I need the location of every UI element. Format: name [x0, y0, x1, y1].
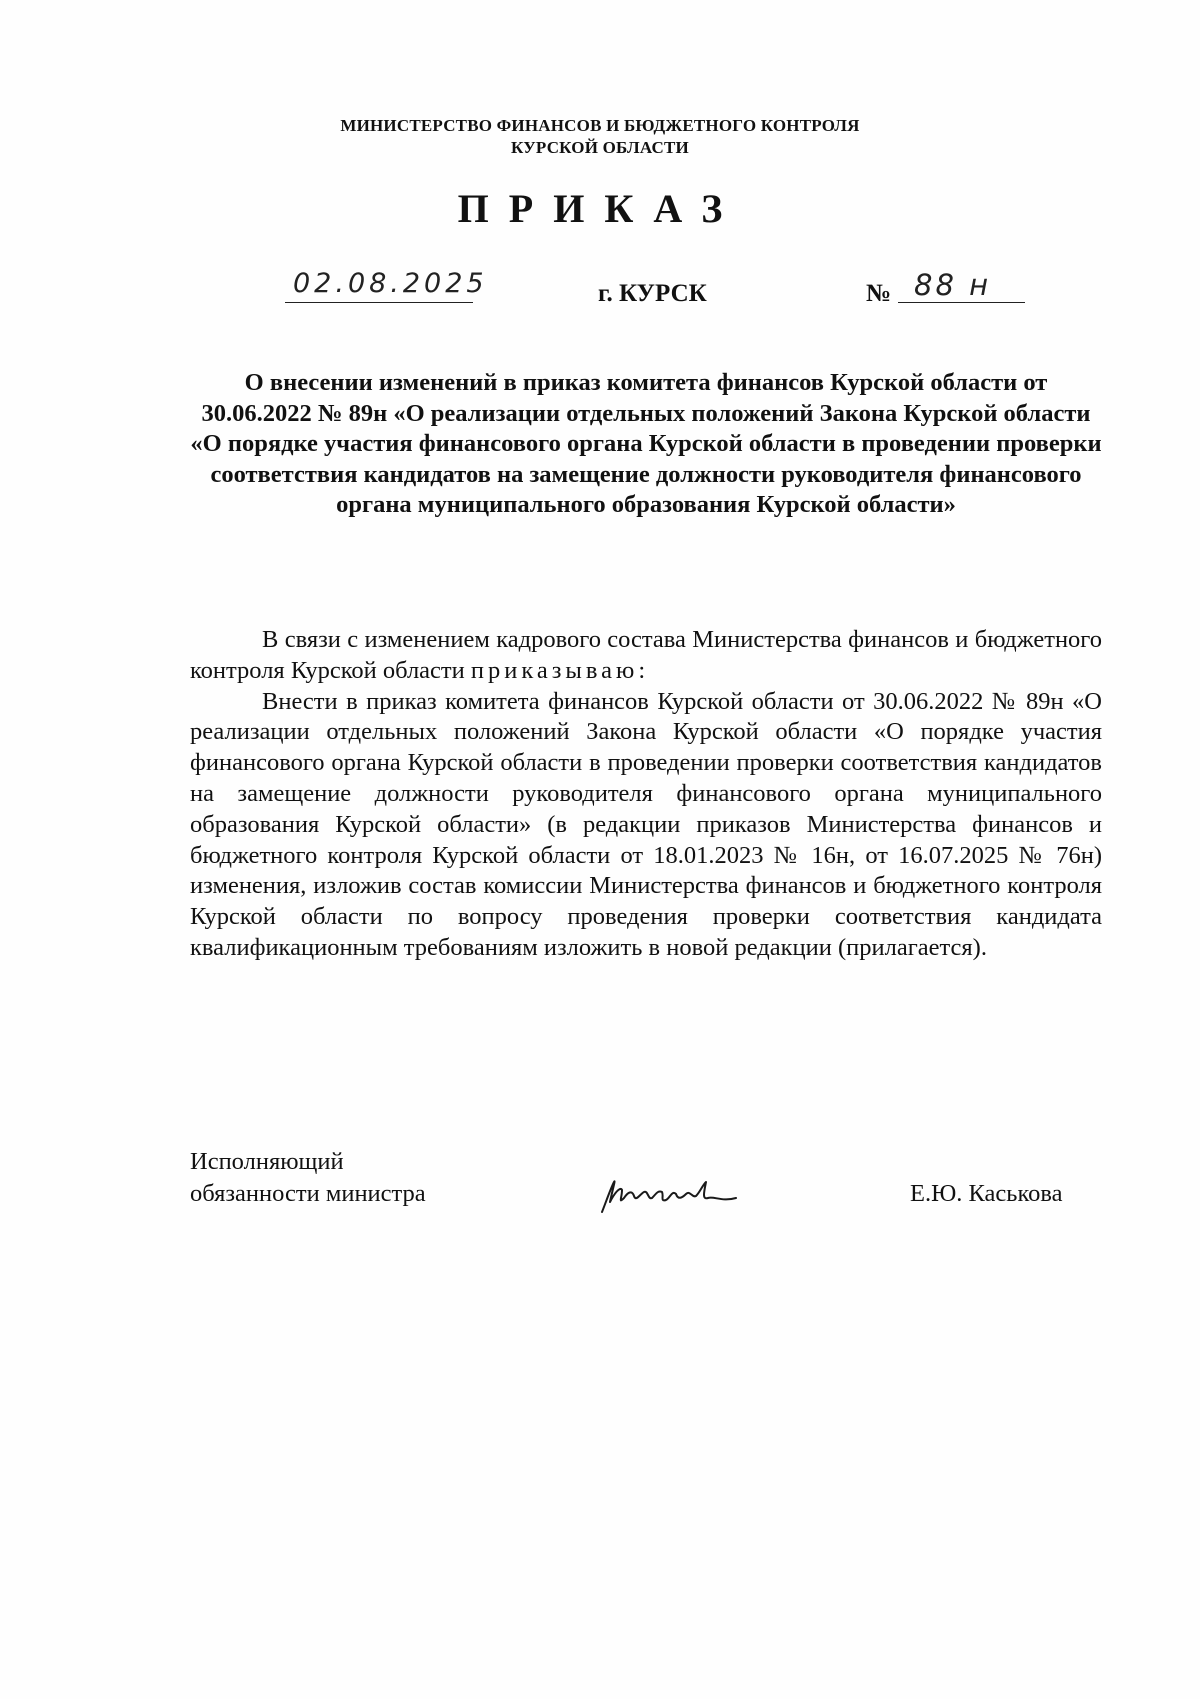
city-label: г. КУРСК — [598, 280, 707, 307]
handwritten-date: 02.08.2025 — [293, 268, 488, 299]
handwritten-number: 88 н — [914, 268, 992, 302]
date-field — [285, 268, 505, 302]
number-sign: № — [866, 280, 892, 307]
ministry-name-line2: КУРСКОЙ ОБЛАСТИ — [511, 138, 689, 157]
ministry-name-line1: МИНИСТЕРСТВО ФИНАНСОВ И БЮДЖЕТНОГО КОНТРОЛЯ — [340, 116, 860, 135]
number-field — [866, 268, 1026, 306]
body-paragraph-1-end: : — [638, 656, 646, 684]
signer-position-line2: обязанности министра — [190, 1180, 426, 1207]
body-paragraph-2: Внести в приказ комитета финансов Курской области от 30.06.2022 № 89н «О реализации отдельных положений Закона Курской области «О порядке участия финансового органа Курской области в проведении проверки соответствия кандидатов на замещение должности руководителя финансового органа муниципального образования Курской области» (в редакции приказов Министерства финансов и бюджетного контроля Курской области от 18.01.2023 № 16н, от 16.07.2025 № 76н) изменения, изложив состав комиссии Министерства финансов и бюджетного контроля Курской области по вопросу проведения проверки соответствия кандидата квалификационным требованиям изложить в новой редакции (прилагается). — [190, 687, 1102, 961]
date-underline — [285, 302, 473, 303]
signer-name: Е.Ю. Каськова — [910, 1180, 1063, 1207]
signer-position — [190, 1146, 426, 1210]
number-underline — [898, 302, 1025, 303]
order-body — [190, 625, 1102, 964]
order-word: приказываю — [470, 656, 639, 684]
body-paragraph-1-text: В связи с изменением кадрового состава Министерства финансов и бюджетного контроля Курской области — [190, 626, 1102, 684]
order-heading: О внесении изменений в приказ комитета финансов Курской области от 30.06.2022 № 89н «О реализации отдельных положений Закона Курской области «О порядке участия финансового органа Курской области в проведении проверки соответствия кандидатов на замещение должности руководителя финансового органа муниципального образования Курской области» — [190, 369, 1102, 518]
handwritten-signature — [596, 1172, 742, 1220]
body-paragraph-1 — [190, 625, 1102, 687]
signer-position-line1: Исполняющий — [190, 1148, 344, 1175]
document-type-title: ПРИКАЗ — [457, 186, 743, 231]
